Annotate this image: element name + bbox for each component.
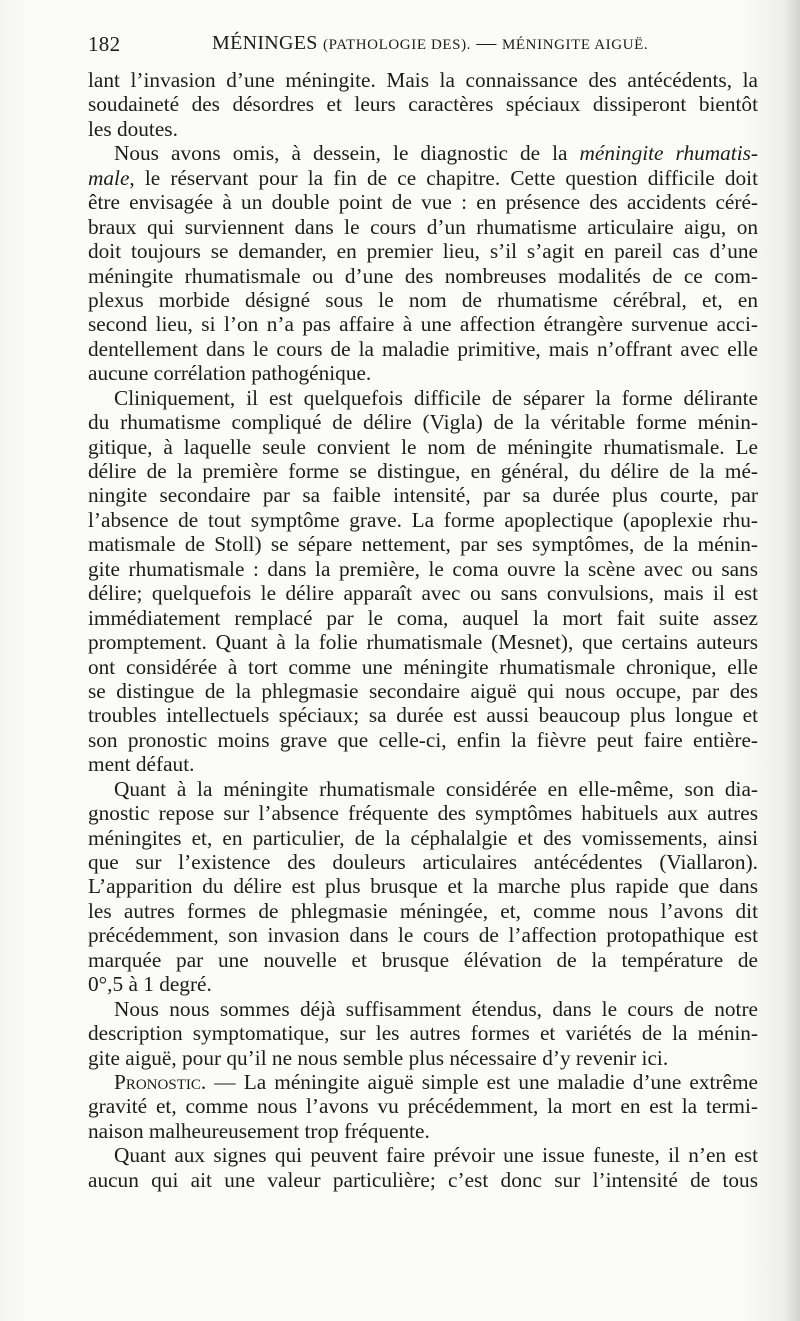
line-text: Cliniquement, il est quelquefois difficile de séparer la forme délirante — [114, 385, 758, 410]
text-line — [88, 826, 758, 850]
text-line — [88, 1094, 758, 1118]
text-line — [88, 850, 758, 874]
line-text: second lieu, si l’on n’a pas affaire à une affection étrangère survenue acci- — [88, 312, 758, 337]
text-line — [88, 801, 758, 825]
line-text: dentellement dans le cours de la maladie primitive, mais n’offrant avec elle — [88, 336, 758, 361]
line-text: Quant à la méningite rhumatismale considérée en elle-même, son dia- — [114, 776, 758, 801]
italic-term: méningite rhumatis- — [579, 141, 758, 166]
text-line — [88, 948, 758, 972]
text-line — [88, 483, 758, 507]
text-line — [88, 606, 758, 630]
text-line — [88, 239, 758, 263]
line-text: ont considérée à tort comme une méningite rhumatismale chronique, elle — [88, 654, 758, 679]
line-text: l’absence de tout symptôme grave. La forme apoplectique (apoplexie rhu- — [88, 507, 758, 532]
text-line — [88, 92, 758, 116]
body-text — [88, 68, 758, 1192]
line-text: les autres formes de phlegmasie méningée, et, comme nous l’avons dit — [88, 898, 758, 923]
running-title-paren: (PATHOLOGIE DES). — [323, 37, 472, 53]
line-text: immédiatement remplacé par le coma, auquel la mort fait suite assez — [88, 605, 758, 630]
text-line — [88, 777, 758, 801]
line-text: être envisagée à un double point de vue : en présence des accidents céré- — [88, 190, 758, 215]
italic-term: male — [88, 165, 130, 190]
line-text: précédemment, son invasion dans le cours de l’affection protopathique est — [88, 923, 758, 948]
text-line — [88, 532, 758, 556]
text-line — [88, 215, 758, 239]
text-line — [88, 1143, 758, 1167]
line-text: Nous avons omis, à dessein, le diagnostic de la — [114, 141, 580, 166]
text-line — [88, 435, 758, 459]
line-text: 0°,5 à 1 degré. — [88, 972, 212, 997]
running-header — [88, 32, 768, 62]
text-line — [88, 679, 758, 703]
line-text: que sur l’existence des douleurs articulaires antécédentes (Viallaron). — [88, 850, 758, 874]
text-line — [88, 1021, 758, 1045]
text-line — [88, 630, 758, 654]
text-line — [88, 1046, 758, 1070]
line-text: , le réservant pour la fin de ce chapitre. Cette question difficile doit — [129, 165, 758, 190]
text-line — [88, 923, 758, 947]
line-text: Quant aux signes qui peuvent faire prévoir une issue funeste, il n’en est — [114, 1143, 758, 1168]
text-line — [88, 997, 758, 1021]
running-title-dash: — — [476, 32, 497, 54]
line-text: plexus morbide désigné sous le nom de rhumatisme cérébral, et, en — [88, 287, 758, 312]
text-line — [88, 337, 758, 361]
running-title-section: MÉNINGITE AIGUË. — [501, 37, 649, 53]
line-text: soudaineté des désordres et leurs caractères spéciaux dissiperont bientôt — [88, 92, 758, 117]
line-text: gnostic repose sur l’absence fréquente des symptômes habituels aux autres — [88, 801, 758, 826]
line-text: gitique, à laquelle seule convient le nom de méningite rhumatismale. Le — [88, 434, 758, 459]
line-text: lant l’invasion d’une méningite. Mais la connaissance des antécédents, la — [88, 68, 758, 92]
text-line — [88, 655, 758, 679]
page-number: 182 — [88, 32, 121, 56]
line-text: doit toujours se demander, en premier lieu, s’il s’agit en pareil cas d’une — [88, 239, 758, 264]
text-line — [88, 68, 758, 92]
text-line — [88, 752, 758, 776]
line-text: braux qui surviennent dans le cours d’un rhumatisme articulaire aigu, on — [88, 214, 758, 239]
text-line — [88, 264, 758, 288]
line-text: délire; quelquefois le délire apparaît avec ou sans convulsions, mais il est — [88, 581, 758, 606]
text-line — [88, 141, 758, 165]
running-title — [212, 32, 648, 55]
text-line — [88, 899, 758, 923]
text-line — [88, 1070, 758, 1094]
line-text: son pronostic moins grave que celle-ci, enfin la fièvre peut faire entière- — [88, 727, 758, 752]
text-line — [88, 312, 758, 336]
line-text: ment défaut. — [88, 752, 195, 777]
line-text: du rhumatisme compliqué de délire (Vigla) de la véritable forme ménin- — [88, 410, 758, 435]
line-text: gite aiguë, pour qu’il ne nous semble plus nécessaire d’y revenir ici. — [88, 1045, 669, 1070]
line-text: marquée par une nouvelle et brusque élévation de la température de — [88, 947, 758, 972]
text-line — [88, 972, 758, 996]
text-line — [88, 288, 758, 312]
line-text: L’apparition du délire est plus brusque et la marche plus rapide que dans — [88, 874, 758, 899]
line-text: les doutes. — [88, 116, 178, 141]
text-line — [88, 361, 758, 385]
text-line — [88, 117, 758, 141]
text-line — [88, 581, 758, 605]
text-line — [88, 874, 758, 898]
line-text: promptement. Quant à la folie rhumatismale (Mesnet), que certains auteurs — [88, 630, 758, 655]
line-text: aucune corrélation pathogénique. — [88, 361, 372, 386]
line-text: méningite rhumatismale ou d’une des nombreuses modalités de ce com- — [88, 263, 758, 288]
text-line — [88, 166, 758, 190]
line-text: méningites et, en particulier, de la céphalalgie et des vomissements, ainsi — [88, 825, 758, 850]
line-text: matismale de Stoll) se sépare nettement, par ses symptômes, de la ménin- — [88, 532, 758, 557]
line-text: naison malheureusement trop fréquente. — [88, 1118, 430, 1143]
line-text: ningite secondaire par sa faible intensité, par sa durée plus courte, par — [88, 483, 758, 508]
text-line — [88, 557, 758, 581]
text-line — [88, 1168, 758, 1192]
line-text: description symptomatique, sur les autres formes et variétés de la ménin- — [88, 1021, 758, 1046]
line-text: gravité et, comme nous l’avons vu précédemment, la mort en est la termi- — [88, 1094, 758, 1119]
text-line — [88, 190, 758, 214]
line-text: — La méningite aiguë simple est une maladie d’une extrême — [206, 1069, 758, 1094]
text-line — [88, 386, 758, 410]
text-line — [88, 508, 758, 532]
text-line — [88, 703, 758, 727]
text-line — [88, 728, 758, 752]
text-line — [88, 459, 758, 483]
text-line — [88, 410, 758, 434]
line-text: aucun qui ait une valeur particulière; c’est donc sur l’intensité de tous — [88, 1167, 758, 1192]
line-text: troubles intellectuels spéciaux; sa durée est aussi beaucoup plus longue et — [88, 703, 758, 728]
page-edge-shadow — [784, 0, 800, 1321]
text-line — [88, 1119, 758, 1143]
line-text: délire de la première forme se distingue, en général, du délire de la mé- — [88, 459, 758, 483]
line-text: se distingue de la phlegmasie secondaire aiguë qui nous occupe, par des — [88, 678, 758, 703]
section-heading: Pronostic. — [114, 1069, 207, 1094]
line-text: Nous nous sommes déjà suffisamment étendus, dans le cours de notre — [114, 996, 758, 1021]
line-text: gite rhumatismale : dans la première, le coma ouvre la scène avec ou sans — [88, 556, 758, 581]
running-title-main: MÉNINGES — [212, 32, 318, 54]
